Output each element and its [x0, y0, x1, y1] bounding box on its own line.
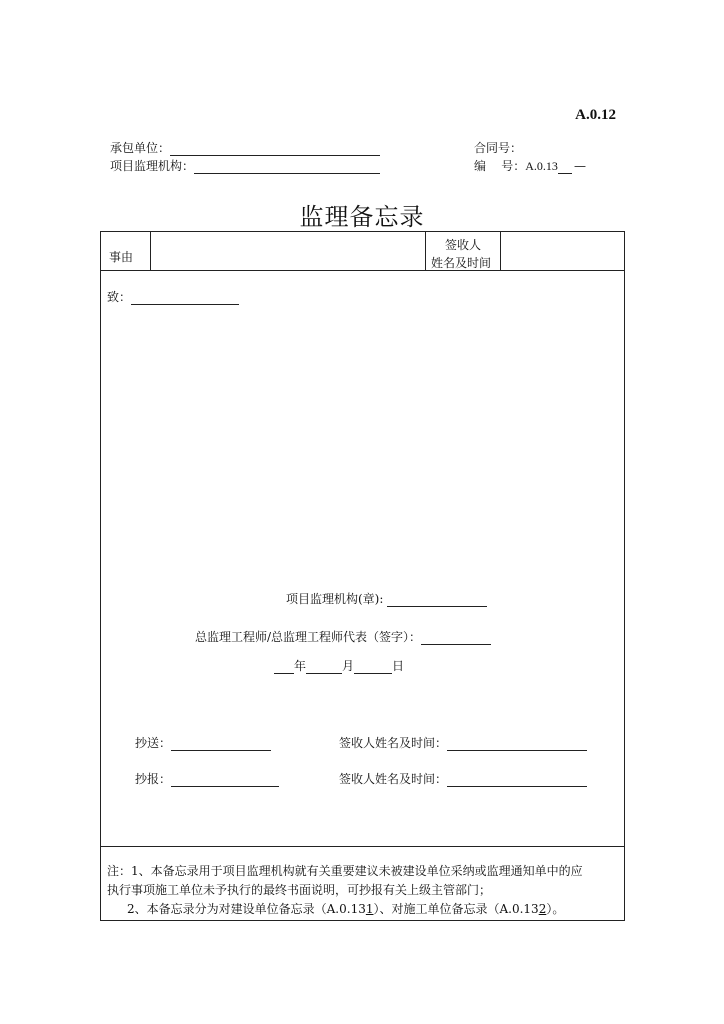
note-line-3-num2: 2	[538, 902, 547, 916]
supervision-org-label: 项目监理机构：	[110, 159, 195, 173]
to-row	[107, 288, 239, 305]
note-line-3-mid: ）、对施工单位备忘录（A.0.13	[373, 902, 539, 916]
note-line-3	[127, 900, 564, 917]
note-line-3-num1: 1	[365, 902, 374, 916]
note-line-1: 注：1、本备忘录用于项目监理机构就有关重要建议未被建设单位采纳或监理通知单中的应	[107, 864, 583, 878]
to-label: 致：	[107, 290, 132, 304]
page-title: 监理备忘录	[299, 203, 425, 231]
date-row	[274, 657, 404, 674]
supervision-org-row	[110, 157, 380, 174]
report-signer-label: 签收人姓名及时间：	[339, 772, 448, 786]
col-divider-1	[150, 232, 151, 270]
serial-value: A.0.13	[525, 159, 558, 173]
engineer-sign-label: 总监理工程师/总监理工程师代表（签字）：	[195, 630, 422, 644]
serial-suffix: —	[573, 159, 586, 173]
report-signer-row	[339, 770, 587, 787]
to-field[interactable]	[131, 292, 239, 305]
report-row	[135, 770, 279, 787]
day-field[interactable]	[354, 661, 392, 674]
cc-row	[135, 734, 271, 751]
serial-label: 编 号：	[474, 159, 526, 173]
report-field[interactable]	[171, 774, 279, 787]
report-signer-field[interactable]	[447, 774, 587, 787]
contractor-field[interactable]	[170, 142, 380, 156]
supervision-org-field[interactable]	[194, 160, 380, 174]
cc-signer-label: 签收人姓名及时间：	[339, 736, 448, 750]
cc-signer-field[interactable]	[447, 738, 587, 751]
subject-label: 事由	[109, 250, 134, 264]
contractor-row	[110, 139, 380, 156]
note-line-3-suffix: ）。	[546, 902, 565, 916]
signer-label-line1: 签收人	[445, 238, 482, 252]
memo-table	[100, 231, 625, 921]
signer-field[interactable]	[503, 236, 621, 266]
contract-no-label: 合同号：	[474, 141, 523, 155]
cc-label: 抄送：	[135, 736, 172, 750]
cc-field[interactable]	[171, 738, 271, 751]
serial-row	[474, 157, 586, 174]
engineer-sign-row	[195, 628, 491, 645]
contractor-label: 承包单位：	[110, 141, 171, 155]
col-divider-2	[425, 232, 426, 270]
org-seal-label: 项目监理机构(章):	[286, 592, 384, 606]
month-label: 月	[342, 659, 355, 673]
form-code: A.0.12	[575, 107, 616, 123]
cc-signer-row	[339, 734, 587, 751]
month-field[interactable]	[306, 661, 342, 674]
note-line-2: 执行事项施工单位未予执行的最终书面说明，可抄报有关上级主管部门；	[107, 883, 492, 897]
year-label: 年	[294, 659, 307, 673]
serial-field[interactable]	[558, 160, 572, 174]
row-divider-top	[101, 270, 624, 271]
signer-label-line2: 姓名及时间	[431, 256, 492, 270]
report-label: 抄报：	[135, 772, 172, 786]
org-seal-row	[286, 590, 487, 607]
day-label: 日	[392, 659, 405, 673]
note-line-3-prefix: 2、本备忘录分为对建设单位备忘录（A.0.13	[127, 902, 366, 916]
contract-no-row	[474, 139, 522, 156]
row-divider-notes	[101, 846, 624, 847]
engineer-sign-field[interactable]	[421, 632, 491, 645]
org-seal-field[interactable]	[387, 594, 487, 607]
subject-field[interactable]	[153, 236, 421, 266]
year-field[interactable]	[274, 661, 294, 674]
col-divider-3	[500, 232, 501, 270]
